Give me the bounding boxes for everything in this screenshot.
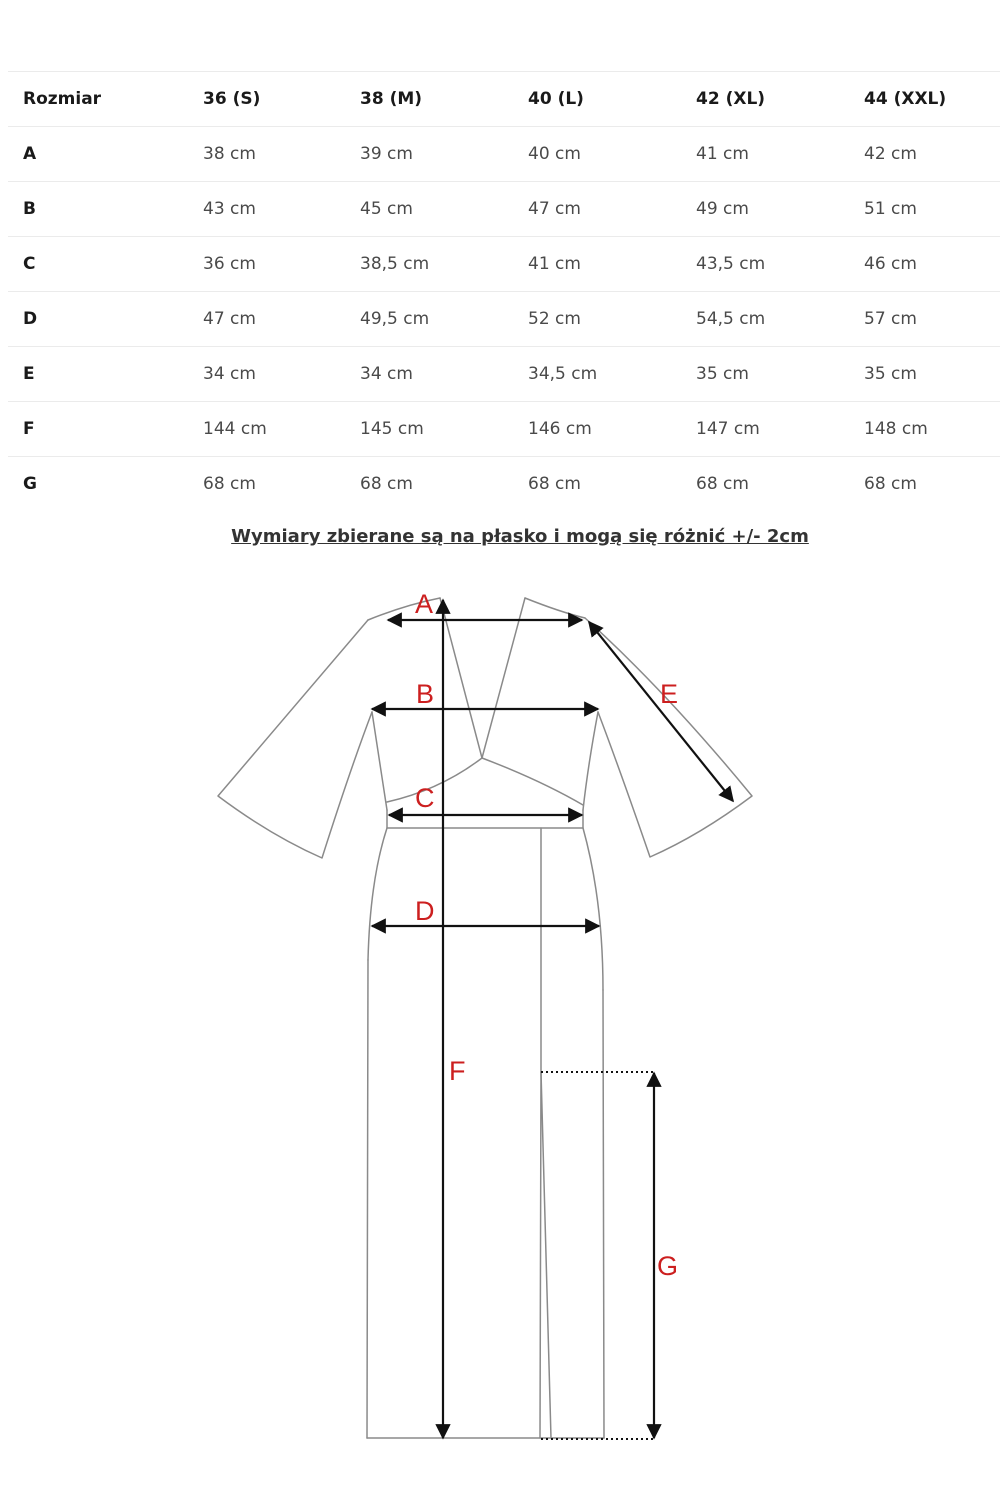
table-cell: 68 cm [188,457,345,512]
table-cell: 38 cm [188,127,345,182]
table-cell: 39 cm [345,127,513,182]
table-cell: 68 cm [513,457,681,512]
measurement-arrows [372,600,733,1439]
table-cell: 35 cm [681,347,849,402]
table-cell: 145 cm [345,402,513,457]
right-shoulder-line [525,598,585,618]
neckline-right [482,598,525,758]
table-cell: 146 cm [513,402,681,457]
table-row [8,127,1000,182]
row-key: A [8,127,188,182]
table-header-row [8,72,1000,127]
row-key: D [8,292,188,347]
table-cell: 52 cm [513,292,681,347]
row-key: B [8,182,188,237]
table-cell: 42 cm [849,127,1000,182]
table-cell: 68 cm [849,457,1000,512]
row-key: G [8,457,188,512]
table-cell: 45 cm [345,182,513,237]
table-cell: 41 cm [513,237,681,292]
slit-left [540,1072,541,1438]
label-e: E [660,679,679,709]
table-cell: 54,5 cm [681,292,849,347]
table-cell: 47 cm [188,292,345,347]
measurement-labels [415,589,678,1281]
label-a: A [415,589,434,619]
header-38-m: 38 (M) [345,72,513,127]
label-b: B [416,679,435,709]
table-cell: 144 cm [188,402,345,457]
table-cell: 43 cm [188,182,345,237]
table-cell: 68 cm [345,457,513,512]
measurement-note: Wymiary zbierane są na płasko i mogą się różnić +/- 2cm [231,526,809,547]
header-size: Rozmiar [8,72,188,127]
header-40-l: 40 (L) [513,72,681,127]
right-sleeve [585,618,752,857]
table-cell: 51 cm [849,182,1000,237]
table-cell: 47 cm [513,182,681,237]
table-cell: 34 cm [345,347,513,402]
right-leg-outer [603,990,604,1438]
table-row [8,402,1000,457]
left-shoulder-line [368,598,440,620]
table-row [8,457,1000,512]
table-cell: 35 cm [849,347,1000,402]
hip-left [368,828,387,960]
neckline-left [440,598,482,758]
left-leg-outer [367,960,368,1438]
slit-right [541,1072,551,1438]
table-cell: 46 cm [849,237,1000,292]
size-table [8,71,1000,511]
table-cell: 41 cm [681,127,849,182]
table-cell: 34,5 cm [513,347,681,402]
header-44-xxl: 44 (XXL) [849,72,1000,127]
label-c: C [415,783,435,813]
table-row [8,237,1000,292]
table-row [8,347,1000,402]
label-d: D [415,896,435,926]
bodice-right-side [583,712,598,810]
label-g: G [657,1251,679,1281]
table-cell: 38,5 cm [345,237,513,292]
table-cell: 43,5 cm [681,237,849,292]
table-cell: 49 cm [681,182,849,237]
left-sleeve [218,620,372,858]
table-cell: 147 cm [681,402,849,457]
row-key: F [8,402,188,457]
table-cell: 40 cm [513,127,681,182]
row-key: C [8,237,188,292]
bodice-left-side [372,712,387,810]
row-key: E [8,347,188,402]
arrow-e [589,622,733,801]
table-cell: 36 cm [188,237,345,292]
label-f: F [449,1056,466,1086]
hip-right [583,828,603,990]
garment-outline [218,598,752,1438]
waistband [387,810,583,828]
table-cell: 49,5 cm [345,292,513,347]
header-42-xl: 42 (XL) [681,72,849,127]
header-36-s: 36 (S) [188,72,345,127]
table-cell: 34 cm [188,347,345,402]
table-cell: 57 cm [849,292,1000,347]
bodice-twist-right [482,758,583,805]
table-cell: 148 cm [849,402,1000,457]
table-cell: 68 cm [681,457,849,512]
table-row [8,292,1000,347]
bodice-twist-left [387,758,482,802]
table-row [8,182,1000,237]
